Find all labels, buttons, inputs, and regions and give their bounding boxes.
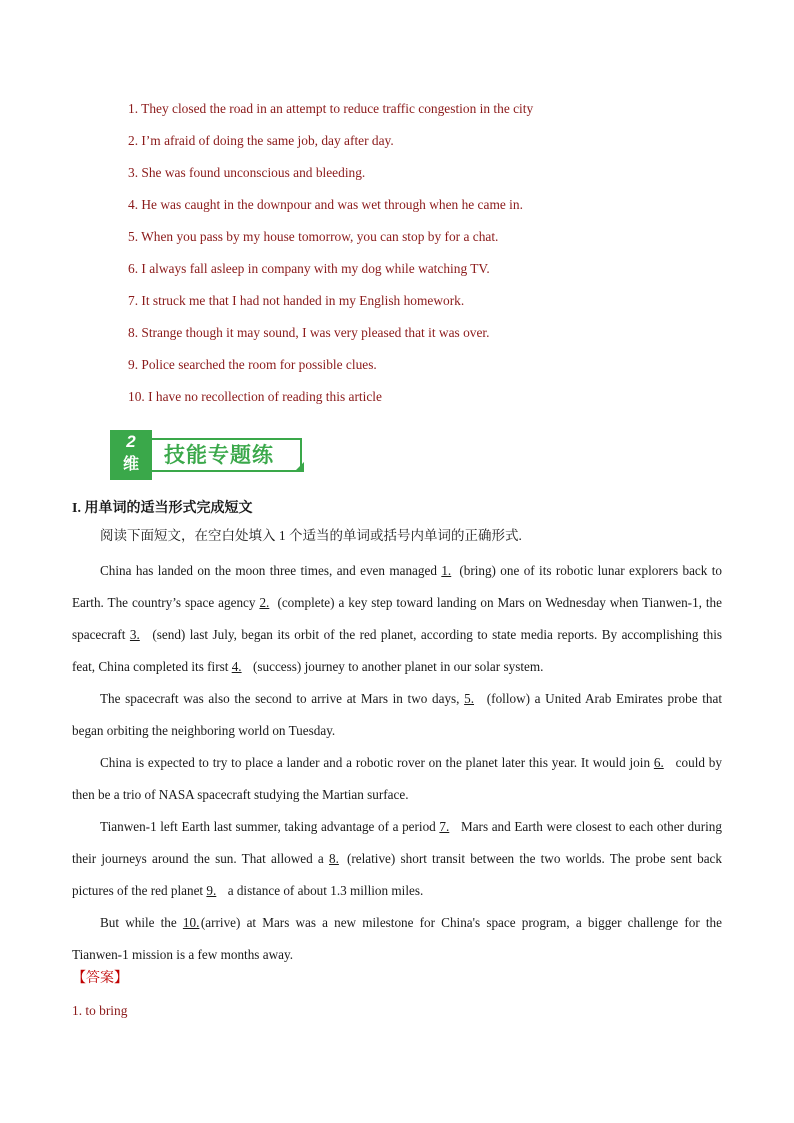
passage-paragraph [72, 811, 722, 907]
badge-number: 2 [126, 432, 136, 451]
answer-item: 2. I’m afraid of doing the same job, day after day. [128, 133, 394, 148]
blank-1: 1. [441, 563, 452, 578]
blank-3: 3. [129, 627, 140, 642]
passage-text: China is expected to try to place a lander and a robotic rover on the planet later this year. It would join [100, 755, 654, 770]
banner-title-box [152, 438, 302, 472]
passage-paragraph [72, 747, 722, 811]
skill-practice-banner [110, 428, 306, 480]
passage-text: could by then be a trio of NASA spacecraft studying the Martian surface. [72, 755, 722, 802]
passage-text: a distance of about 1.3 million miles. [224, 883, 424, 898]
blank-10: 10. [182, 915, 200, 930]
banner-title: 技能专题练 [164, 443, 274, 467]
passage-text: (arrive) at Mars was a new milestone for China's space program, a bigger challenge for the Tianwen-1 mission is a few months away. [72, 915, 722, 962]
passage-paragraph [72, 683, 722, 747]
passage-text: Tianwen-1 left Earth last summer, taking advantage of a period [100, 819, 440, 834]
blank-8: 8. [328, 851, 339, 866]
answer-item: 3. She was found unconscious and bleeding. [128, 165, 366, 180]
badge-subtitle: 维 [122, 456, 139, 473]
answer-item: 10. I have no recollection of reading this article [128, 389, 382, 404]
section-heading: I. 用单词的适当形式完成短文 [72, 501, 253, 516]
passage-text: But while the [100, 915, 183, 930]
answer-first-line: 1. to bring [72, 1003, 128, 1018]
passage-text: (complete) a key step toward landing on Mars on Wednesday when Tianwen-1, the spacecraft [72, 595, 722, 642]
answer-item: 1. They closed the road in an attempt to reduce traffic congestion in the city [128, 101, 534, 116]
passage-paragraph [72, 555, 722, 683]
answer-item: 7. It struck me that I had not handed in my English homework. [128, 293, 465, 308]
passage-text: China has landed on the moon three times, and even managed [100, 563, 442, 578]
passage-text: (bring) one of its robotic lunar explorers back to Earth. The country’s space agency [72, 563, 723, 610]
blank-4: 4. [231, 659, 242, 674]
passage-text: The spacecraft was also the second to arrive at Mars in two days, [100, 691, 465, 706]
section-instruction: 阅读下面短文，在空白处填入 1 个适当的单词或括号内单词的正确形式. [100, 528, 522, 543]
cloze-passage [72, 555, 722, 971]
passage-text: (follow) a United Arab Emirates probe that began orbiting the neighboring world on Tuesday. [72, 691, 722, 738]
blank-9: 9. [206, 883, 217, 898]
blank-6: 6. [653, 755, 664, 770]
answer-item: 5. When you pass by my house tomorrow, you can stop by for a chat. [128, 229, 499, 244]
answer-heading: 【答案】 [72, 971, 128, 986]
passage-paragraph [72, 907, 722, 971]
translation-answer-list [128, 100, 533, 420]
answer-item: 6. I always fall asleep in company with my dog while watching TV. [128, 261, 490, 276]
answer-item: 4. He was caught in the downpour and was wet through when he came in. [128, 197, 523, 212]
passage-text: (relative) short transit between the two worlds. The probe sent back pictures of the red planet [72, 851, 722, 898]
passage-text: Mars and Earth were closest to each other during their journeys around the sun. That allowed a [72, 819, 722, 866]
blank-7: 7. [439, 819, 450, 834]
answer-item: 9. Police searched the room for possible clues. [128, 357, 377, 372]
banner-corner-decoration [294, 462, 304, 472]
blank-2: 2. [259, 595, 270, 610]
section-badge [110, 430, 152, 480]
answer-item: 8. Strange though it may sound, I was very pleased that it was over. [128, 325, 490, 340]
blank-5: 5. [464, 691, 475, 706]
passage-text: (success) journey to another planet in our solar system. [249, 659, 544, 674]
passage-text: (send) last July, began its orbit of the red planet, according to state media reports. By accomplishing this feat, China completed its first [72, 627, 722, 674]
